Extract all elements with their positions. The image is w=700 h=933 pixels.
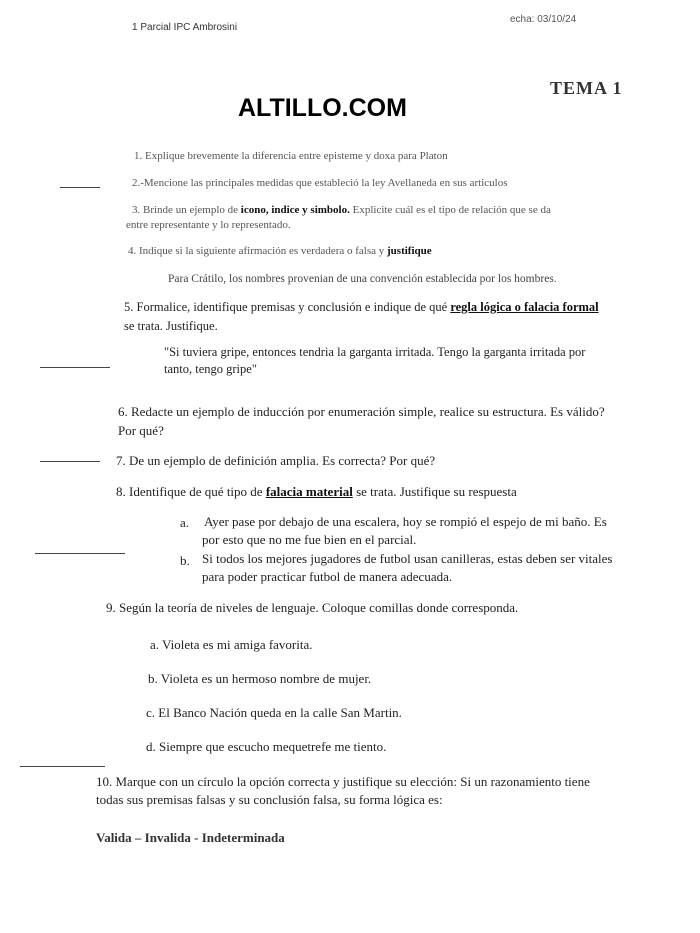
question-4-statement: Para Crátilo, los nombres provenian de una convención establecida por los hombres. bbox=[168, 273, 557, 285]
tema-label: TEMA 1 bbox=[550, 78, 623, 98]
question-4: 4. Indique si la siguiente afirmación es verdadera o falsa y justifique bbox=[128, 245, 432, 257]
pen-mark bbox=[20, 766, 105, 767]
question-3: 3. Brinde un ejemplo de icono, indice y simbolo. Explicite cuál es el tipo de relación que se da bbox=[132, 204, 551, 216]
pen-mark bbox=[35, 553, 125, 554]
question-1: 1. Explique brevemente la diferencia entre episteme y doxa para Platon bbox=[134, 150, 448, 162]
question-8-label-a: a. bbox=[180, 515, 190, 530]
question-9-a: a. Violeta es mi amiga favorita. bbox=[150, 637, 313, 652]
question-5-argument: "Si tuviera gripe, entonces tendria la garganta irritada. Tengo la garganta irritada por bbox=[164, 345, 586, 359]
question-8-item-b-cont: para poder practicar futbol de manera adecuada. bbox=[202, 569, 453, 584]
question-5: 5. Formalice, identifique premisas y conclusión e indique de qué regla lógica o falacia formal bbox=[124, 300, 599, 314]
question-3-cont: entre representante y lo representado. bbox=[126, 219, 291, 231]
question-9: 9. Según la teoría de niveles de lenguaje. Coloque comillas donde corresponda. bbox=[106, 600, 519, 615]
exam-date: echa: 03/10/24 bbox=[510, 14, 577, 25]
question-5-argument-cont: tanto, tengo gripe" bbox=[164, 362, 257, 376]
question-8-item-a-cont: por esto que no me fue bien en el parcial. bbox=[202, 532, 417, 547]
question-2: 2.-Mencione las principales medidas que estableció la ley Avellaneda en sus articulos bbox=[132, 177, 508, 189]
question-10: 10. Marque con un círculo la opción correcta y justifique su elección: Si un razonamiento tiene bbox=[96, 774, 590, 789]
pen-mark bbox=[40, 367, 110, 368]
question-9-d: d. Siempre que escucho mequetrefe me tiento. bbox=[146, 739, 387, 754]
pen-mark bbox=[40, 461, 100, 462]
question-7: 7. De un ejemplo de definición amplia. Es correcta? Por qué? bbox=[116, 453, 436, 468]
pen-mark bbox=[60, 187, 100, 188]
question-8-item-a: Ayer pase por debajo de una escalera, hoy se rompió el espejo de mi baño. Es bbox=[204, 514, 607, 529]
question-8-label-b: b. bbox=[180, 553, 190, 568]
exam-title: 1 Parcial IPC Ambrosini bbox=[132, 22, 238, 33]
question-5-cont: se trata. Justifique. bbox=[124, 319, 218, 333]
question-6-cont: Por qué? bbox=[118, 423, 164, 438]
question-8: 8. Identifique de qué tipo de falacia material se trata. Justifique su respuesta bbox=[116, 484, 517, 499]
watermark-logo: ALTILLO.COM bbox=[238, 94, 407, 122]
question-10-cont: todas sus premisas falsas y su conclusión falsa, su forma lógica es: bbox=[96, 792, 443, 807]
question-9-b: b. Violeta es un hermoso nombre de mujer. bbox=[148, 671, 372, 686]
question-9-c: c. El Banco Nación queda en la calle San Martin. bbox=[146, 705, 402, 720]
question-8-item-b: Si todos los mejores jugadores de futbol usan canilleras, estas deben ser vitales bbox=[202, 551, 613, 566]
question-10-options: Valida – Invalida - Indeterminada bbox=[96, 830, 285, 845]
question-6: 6. Redacte un ejemplo de inducción por enumeración simple, realice su estructura. Es válido? bbox=[118, 404, 605, 419]
